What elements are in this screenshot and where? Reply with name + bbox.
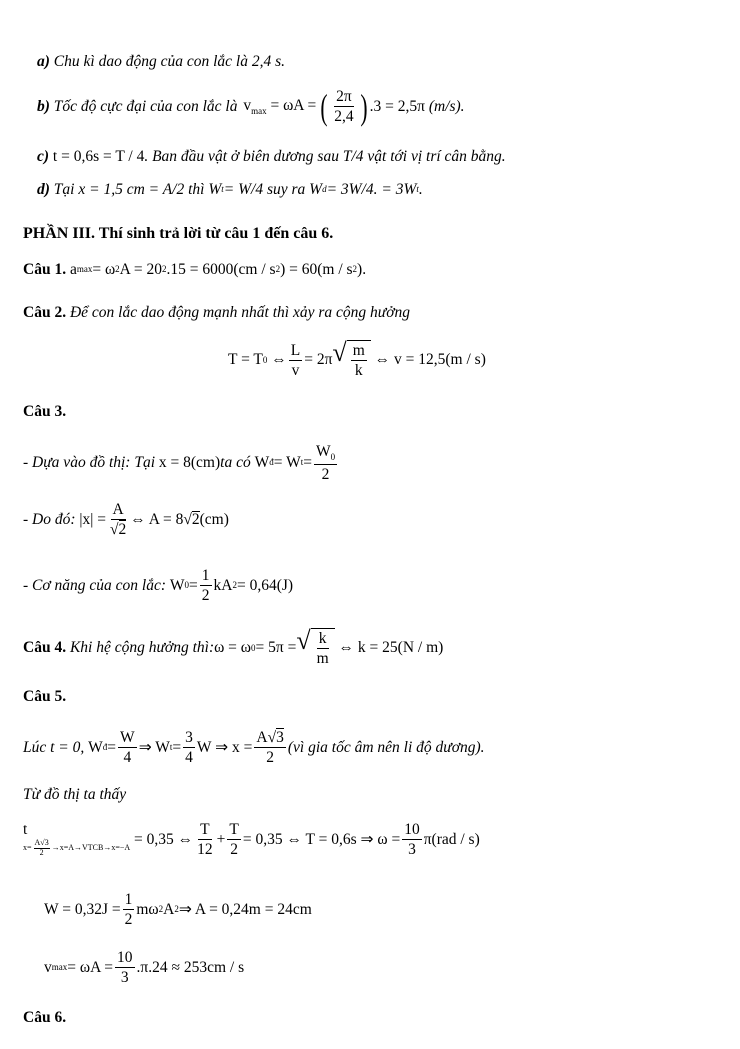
s: x= bbox=[23, 843, 32, 853]
q3-line3 bbox=[23, 566, 293, 605]
s: d bbox=[322, 184, 327, 195]
num: A bbox=[256, 729, 268, 746]
den: 12 bbox=[197, 841, 213, 859]
num: 1 bbox=[123, 890, 135, 910]
q3-line2: - Do đó: |x| = $\frac{A}{√2}$ ⇔ A = 8 √ 2 (cm) bbox=[23, 501, 229, 539]
label-b: b) bbox=[37, 97, 50, 115]
t: (vì gia tốc âm nên li độ dương). bbox=[287, 738, 485, 756]
num: W bbox=[315, 443, 331, 460]
eq: .15 = 6000(cm / s bbox=[166, 261, 276, 278]
fraction bbox=[115, 948, 135, 987]
q5-line1 bbox=[23, 728, 485, 767]
eq: W = 0,32J = bbox=[44, 900, 121, 918]
fraction bbox=[402, 820, 422, 859]
t: = W/4 suy ra W bbox=[223, 181, 323, 198]
eq: ⇔ bbox=[271, 351, 287, 369]
t: - Dựa vào đồ thị: Tại bbox=[23, 454, 156, 472]
fraction bbox=[118, 728, 137, 767]
den: 2 bbox=[118, 521, 127, 539]
q5-line5 bbox=[44, 948, 244, 987]
num: 1 bbox=[200, 566, 212, 586]
eq: + bbox=[216, 830, 226, 848]
num: L bbox=[289, 341, 302, 361]
eq: ⇒ A = 0,24m = 24cm bbox=[178, 900, 312, 918]
s: 2 bbox=[232, 580, 237, 591]
s: →x=A→VTCB→x=−A bbox=[51, 843, 131, 853]
label-q1: Câu 1. bbox=[23, 261, 67, 278]
num: W bbox=[118, 728, 137, 748]
s: 0 bbox=[251, 642, 256, 653]
eq: kA bbox=[213, 576, 233, 594]
eq: W bbox=[254, 454, 270, 472]
eq: π(rad / s) bbox=[423, 830, 480, 848]
s: t bbox=[300, 457, 304, 468]
num: T bbox=[198, 820, 211, 840]
answer-a bbox=[37, 54, 285, 70]
s: t bbox=[221, 184, 224, 195]
label-c: c) bbox=[37, 148, 50, 165]
t: . bbox=[418, 181, 423, 198]
eq: mω bbox=[136, 900, 159, 918]
eq: (cm) bbox=[199, 510, 229, 528]
t: - Do đó: bbox=[23, 510, 76, 528]
eq: ⇒ W bbox=[138, 738, 170, 756]
label-q6: Câu 6. bbox=[23, 1009, 67, 1026]
s: 2 bbox=[174, 904, 179, 915]
s: 2 bbox=[275, 264, 281, 275]
question-1 bbox=[23, 262, 366, 278]
s: max bbox=[76, 264, 93, 275]
fraction bbox=[314, 442, 337, 484]
eq: = 2π bbox=[304, 351, 333, 369]
question-2 bbox=[23, 305, 410, 321]
eq: W bbox=[88, 738, 103, 756]
eq: = bbox=[303, 454, 312, 472]
den: 2 bbox=[39, 847, 44, 857]
fraction bbox=[123, 890, 135, 929]
num: k bbox=[317, 629, 329, 649]
text-b: Tốc độ cực đại của con lắc là bbox=[53, 97, 238, 115]
eq: .π.24 ≈ 253cm / s bbox=[136, 958, 245, 976]
eq: = 0,35 ⇔ T = 0,6s ⇒ ω = bbox=[242, 830, 401, 848]
eq: v bbox=[44, 958, 52, 976]
q3-line1 bbox=[23, 442, 339, 484]
t: = 3W/4. = 3W bbox=[326, 181, 417, 198]
num: A bbox=[34, 838, 41, 847]
formula-c: t = 0,6s = T / 4 bbox=[52, 148, 145, 165]
eq: = ωA = bbox=[270, 96, 317, 114]
eq: W bbox=[169, 576, 185, 594]
eq: T = T bbox=[228, 351, 263, 369]
fraction bbox=[195, 820, 215, 859]
eq: A = 20 bbox=[119, 261, 163, 278]
eq: = 5π = bbox=[255, 639, 297, 657]
eq: t bbox=[23, 820, 28, 838]
eq: = W bbox=[273, 454, 301, 472]
q5-line4 bbox=[44, 890, 312, 929]
eq: v bbox=[243, 96, 252, 114]
den: 4 bbox=[123, 749, 132, 767]
question-4: Câu 4. Khi hệ cộng hưởng thì: ω = ω 0 = 5π = √ $\frac{k}{m}$ ⇔ k = 25(N / m) bbox=[23, 626, 444, 668]
answer-c bbox=[37, 149, 506, 165]
t: ta có bbox=[220, 454, 251, 472]
eq: W ⇒ x = bbox=[196, 738, 253, 756]
eq: ⇔ A = 8 bbox=[130, 510, 184, 528]
fraction bbox=[183, 728, 195, 767]
eq: ⇔ k = 25(N / m) bbox=[338, 639, 444, 657]
s: 2 bbox=[352, 264, 358, 275]
eq: .3 = 2,5π bbox=[369, 97, 425, 115]
s: 0 bbox=[262, 354, 268, 365]
unit: (m/s). bbox=[428, 97, 465, 115]
num: T bbox=[227, 820, 240, 840]
label-q2: Câu 2. bbox=[23, 304, 67, 321]
eq: a bbox=[69, 261, 77, 278]
t: Tại x = 1,5 cm = A/2 thì W bbox=[53, 181, 222, 198]
fraction bbox=[289, 341, 302, 380]
formula-q2: T = T 0 ⇔ $\frac{L}{v}$ = 2π √ $\frac{m}{k}$ ⇔ v = 12,5(m / s) bbox=[228, 338, 486, 380]
den: m bbox=[316, 650, 329, 668]
eq: = bbox=[172, 738, 182, 756]
num: 2π bbox=[334, 87, 354, 107]
text-q4: Khi hệ cộng hưởng thì: bbox=[69, 639, 215, 657]
eq: ) = 60(m / s bbox=[280, 261, 353, 278]
s: 2 bbox=[158, 904, 164, 915]
section-heading: PHẦN III. Thí sinh trả lời từ câu 1 đến câu 6. bbox=[23, 225, 334, 242]
eq: A bbox=[163, 900, 175, 918]
den: 2 bbox=[321, 465, 330, 483]
num: 10 bbox=[115, 948, 135, 968]
eq: = ω bbox=[92, 261, 116, 278]
den: 2,4 bbox=[334, 108, 354, 126]
t: Lúc t = 0, bbox=[23, 738, 85, 756]
fraction bbox=[332, 87, 355, 126]
q5-line2: Từ đồ thị ta thấy bbox=[23, 786, 127, 803]
label-q4: Câu 4. bbox=[23, 639, 67, 657]
answer-d bbox=[37, 182, 423, 198]
den: v bbox=[291, 361, 300, 379]
text-q2: Để con lắc dao động mạnh nhất thì xảy ra cộng hưởng bbox=[69, 304, 410, 321]
label-d: d) bbox=[37, 181, 50, 198]
eq: ⇔ v = 12,5(m / s) bbox=[374, 351, 486, 369]
formula-b bbox=[243, 98, 316, 116]
eq: = bbox=[107, 738, 117, 756]
text-a: Chu kì dao động của con lắc là 2,4 s. bbox=[53, 53, 285, 70]
label-a: a) bbox=[37, 53, 50, 70]
num: 10 bbox=[402, 820, 422, 840]
s: max bbox=[51, 962, 68, 973]
fraction: $\frac{A√3}{2}$ bbox=[34, 838, 49, 857]
den: k bbox=[354, 362, 363, 380]
fraction bbox=[351, 341, 367, 380]
s: đ bbox=[269, 457, 274, 468]
num: A bbox=[111, 500, 126, 520]
s: 0 bbox=[330, 452, 336, 462]
den: 2 bbox=[201, 587, 210, 605]
text-c: . Ban đầu vật ở biên dương sau T/4 vật tới vị trí cân bằng. bbox=[144, 148, 506, 165]
radicand: 3 bbox=[44, 838, 49, 847]
den: 4 bbox=[185, 749, 193, 767]
eq: ω = ω bbox=[214, 639, 252, 657]
s: t bbox=[169, 742, 173, 753]
fraction bbox=[200, 566, 212, 605]
eq: = bbox=[189, 576, 198, 594]
radicand: 2 bbox=[191, 511, 200, 529]
num: m bbox=[351, 341, 367, 361]
den: 3 bbox=[408, 841, 416, 859]
fraction: $\frac{A√3}{2}$ bbox=[256, 729, 284, 767]
q5-line3 bbox=[23, 820, 480, 859]
eq: = ωA = bbox=[67, 958, 114, 976]
fraction bbox=[315, 629, 331, 668]
s: 2 bbox=[115, 264, 120, 275]
label-q3: Câu 3. bbox=[23, 403, 67, 420]
eq: ). bbox=[357, 261, 367, 278]
den: 3 bbox=[120, 969, 129, 987]
label-q5: Câu 5. bbox=[23, 688, 67, 705]
s: t bbox=[416, 184, 419, 195]
s: 0 bbox=[184, 580, 190, 591]
den: 2 bbox=[124, 911, 133, 929]
eq: x = 8(cm) bbox=[158, 454, 221, 472]
fraction: $\frac{A}{√2}$ bbox=[109, 501, 127, 539]
s: 2 bbox=[162, 264, 167, 275]
den: 2 bbox=[266, 749, 274, 767]
num: 3 bbox=[183, 728, 195, 748]
t: - Cơ năng của con lắc: bbox=[23, 576, 167, 594]
fraction bbox=[227, 820, 240, 859]
eq: |x| = bbox=[79, 510, 106, 528]
sub: max bbox=[251, 105, 267, 116]
den: 2 bbox=[230, 841, 238, 859]
answer-b: b) Tốc độ cực đại của con lắc là $v_{max} = \omega A$ = ( $\frac{2\pi}{2,4}$ ) .3 = 2,5π (m/s). bbox=[37, 86, 465, 127]
radicand: 3 bbox=[276, 729, 284, 746]
eq: = 0,64(J) bbox=[236, 576, 294, 594]
s: đ bbox=[102, 742, 108, 753]
eq: = 0,35 ⇔ bbox=[134, 830, 194, 848]
